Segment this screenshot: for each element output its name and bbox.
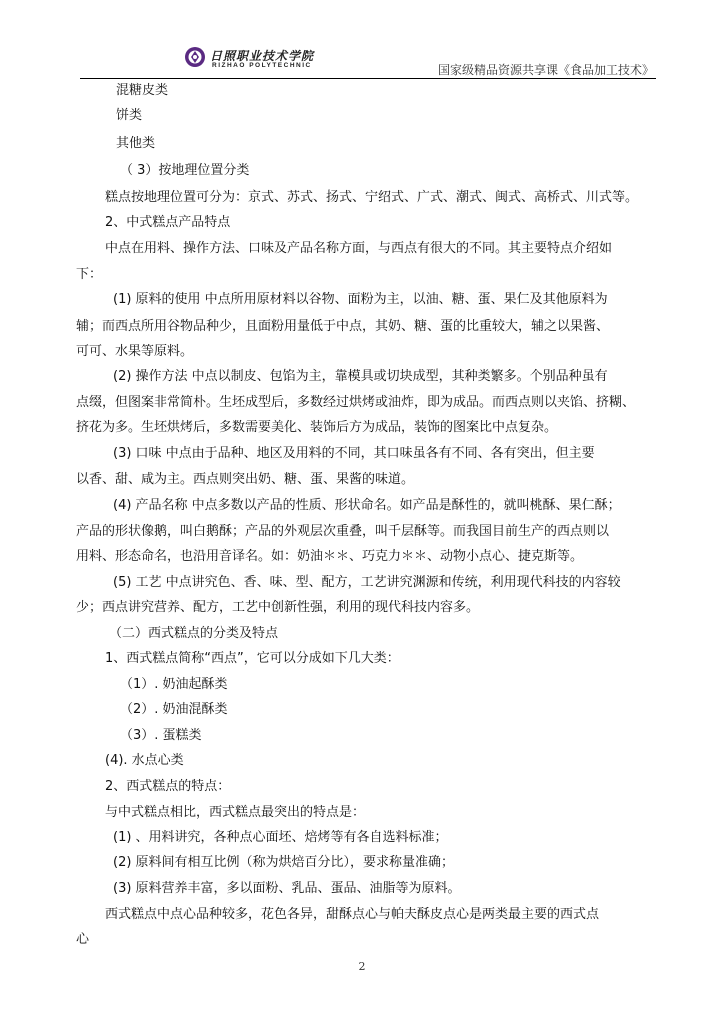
text-line: (1) 原料的使用 中点所用原材料以谷物、面粉为主，以油、糖、蛋、果仁及其他原料为 [113, 292, 608, 307]
text-line: (3) 口味 中点由于品种、地区及用料的不同，其口味虽各有不同、各有突出，但主要 [113, 446, 595, 461]
text-line: （2）. 奶油混酥类 [120, 702, 228, 717]
text-line: (4). 水点心类 [105, 753, 184, 768]
text-line: 饼类 [116, 108, 143, 123]
text-line: (1) 、用料讲究，各种点心面坯、焙烤等有各自选料标准； [113, 830, 448, 845]
text-line: 中点在用料、操作方法、口味及产品名称方面，与西点有很大的不同。其主要特点介绍如 [105, 241, 613, 256]
text-line: 西式糕点中点心品种较多，花色各异，甜酥点心与帕夫酥皮点心是两类最主要的西式点 [105, 907, 600, 922]
school-name-en: RIZHAO POLYTECHNIC [212, 62, 312, 69]
text-line: (3) 原料营养丰富，多以面粉、乳品、蛋品、油脂等为原料。 [113, 881, 461, 896]
text-line: (5) 工艺 中点讲究色、香、味、型、配方，工艺讲究渊源和传统，利用现代科技的内容较 [113, 575, 621, 590]
school-logo [184, 46, 324, 74]
text-line: 混糖皮类 [116, 83, 169, 98]
page-header [80, 44, 656, 79]
text-line: (2) 操作方法 中点以制皮、包馅为主，靠模具或切块成型，其种类繁多。个别品种虽有 [113, 369, 608, 384]
text-line: （1）. 奶油起酥类 [120, 677, 228, 692]
page-number: 2 [358, 960, 366, 973]
text-line: 2、中式糕点产品特点 [105, 215, 231, 230]
text-line: （ 3）按地理位置分类 [120, 163, 250, 178]
school-emblem-icon [184, 46, 206, 68]
text-line: 点缀，但图案非常简朴。生坯成型后，多数经过烘烤或油炸，即为成品。而西点则以夹馅、挤糊、 [76, 395, 636, 410]
text-line: 产品的形状像鹅，叫白鹅酥；产品的外观层次重叠，叫千层酥等。而我国目前生产的西点则以 [76, 524, 610, 539]
text-line: 心 [76, 932, 90, 947]
text-line: 糕点按地理位置可分为：京式、苏式、扬式、宁绍式、广式、潮式、闽式、高桥式、川式等。 [105, 190, 639, 205]
text-line: 下： [76, 267, 103, 282]
text-line: （二）西式糕点的分类及特点 [109, 626, 279, 641]
text-line: 可可、水果等原料。 [76, 344, 194, 359]
text-line: 与中式糕点相比，西式糕点最突出的特点是： [105, 805, 366, 820]
school-name-cn: 日照职业技术学院 [210, 49, 315, 63]
text-line: 挤花为多。生坯烘烤后，多数需要美化、装饰后方为成品，装饰的图案比中点复杂。 [76, 420, 558, 435]
text-line: (4) 产品名称 中点多数以产品的性质、形状命名。如产品是酥性的，就叫桃酥、果仁酥； [113, 498, 621, 513]
text-line: 其他类 [116, 136, 156, 151]
text-line: 1、西式糕点简称“西点”，它可以分成如下几大类： [105, 651, 400, 666]
text-line: 2、西式糕点的特点： [105, 779, 231, 794]
course-title: 国家级精品资源共享课《食品加工技术》 [437, 63, 654, 77]
text-line: 少；西点讲究营养、配方，工艺中创新性强，利用的现代科技内容多。 [76, 600, 480, 615]
text-line: （3）. 蛋糕类 [120, 728, 202, 743]
text-line: 辅；而西点所用谷物品种少，且面粉用量低于中点，其奶、糖、蛋的比重较大，辅之以果酱、 [76, 319, 610, 334]
text-line: (2) 原料间有相互比例（称为烘焙百分比），要求称量准确； [113, 855, 455, 870]
text-line: 以香、甜、咸为主。西点则突出奶、糖、蛋、果酱的味道。 [76, 472, 415, 487]
text-line: 用料、形态命名，也沿用音译名。如：奶油＊＊、巧克力＊＊、动物小点心、捷克斯等。 [76, 549, 584, 564]
